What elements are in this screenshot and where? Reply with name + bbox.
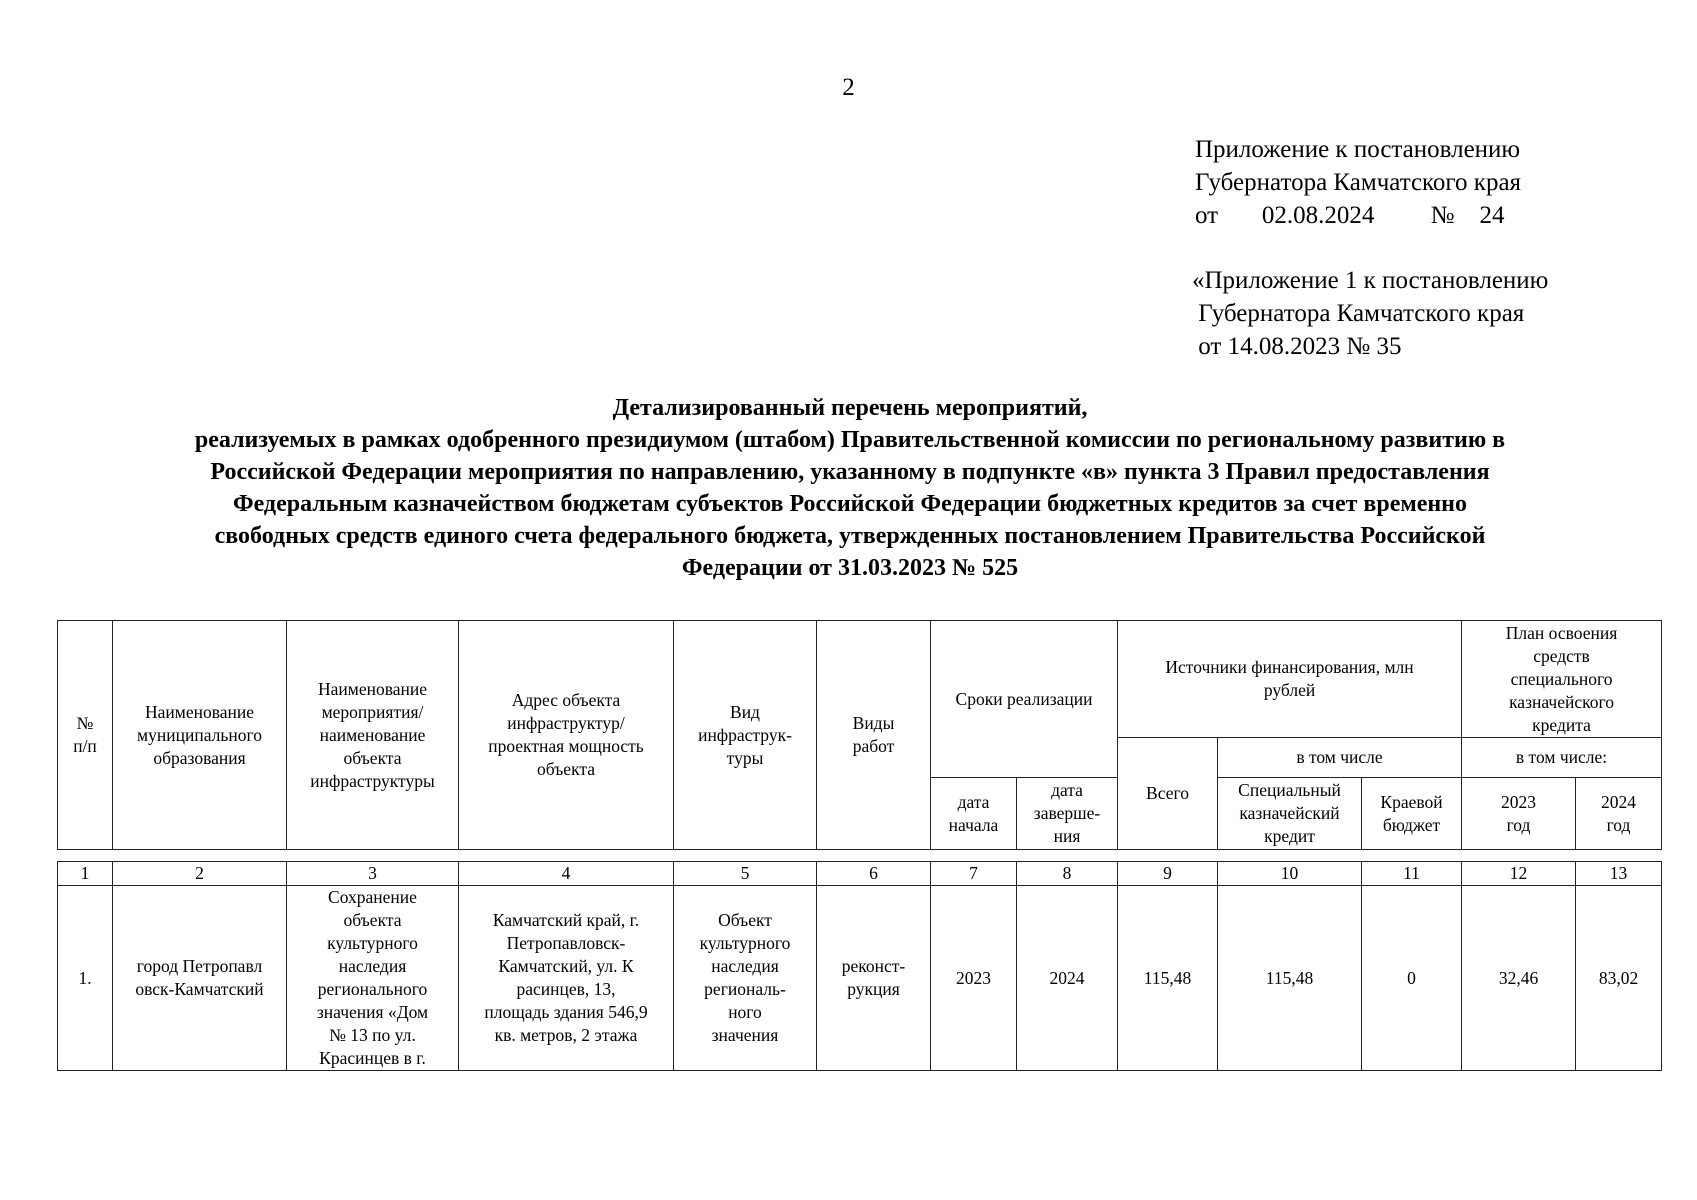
- header-total: Всего: [1118, 738, 1218, 850]
- column-number: 2: [113, 862, 287, 886]
- cell-work-type: реконст- рукция: [817, 886, 931, 1071]
- cell-2024: 83,02: [1576, 886, 1662, 1071]
- appendix-date-line: от 02.08.2024 № 24: [1195, 202, 1505, 229]
- title-line: Детализированный перечень мероприятий,: [612, 395, 1088, 421]
- header-terms: Сроки реализации: [931, 621, 1118, 778]
- appendix-date-line: от 14.08.2023 № 35: [1192, 333, 1402, 360]
- appendix-header: [1195, 133, 1521, 232]
- column-number: 11: [1362, 862, 1462, 886]
- header-funding: Источники финансирования, млн рублей: [1118, 621, 1462, 738]
- cell-special-credit: 115,48: [1218, 886, 1362, 1071]
- title-line: Федеральным казначейством бюджетам субъектов Российской Федерации бюджетных кредитов за счет временно: [232, 491, 1468, 517]
- appendix-line: Губернатора Камчатского края: [1192, 300, 1525, 327]
- header-including: в том числе: [1218, 738, 1462, 778]
- title-line: реализуемых в рамках одобренного президиумом (штабом) Правительственной комиссии по региональному развитию в: [194, 427, 1506, 453]
- cell-regional-budget: 0: [1362, 886, 1462, 1071]
- appendix-line: Губернатора Камчатского края: [1195, 169, 1522, 196]
- title-line: Федерации от 31.03.2023 № 525: [681, 555, 1019, 581]
- header-plan: План освоения средств специального казначейского кредита: [1462, 621, 1662, 738]
- column-number: 8: [1017, 862, 1118, 886]
- header-start-date: дата начала: [931, 778, 1017, 850]
- header-year-2024: 2024 год: [1576, 778, 1662, 850]
- header-year-2023: 2023 год: [1462, 778, 1576, 850]
- cell-start: 2023: [931, 886, 1017, 1071]
- header-infra-type: Вид инфраструк- туры: [674, 621, 817, 850]
- cell-municipality: город Петропавл овск-Камчатский: [113, 886, 287, 1071]
- table-header: [57, 620, 1662, 850]
- cell-event-name: Сохранение объекта культурного наследия регионального значения «Дом № 13 по ул. Красинцев в г.: [316, 887, 429, 1068]
- cell-event-name-wrapper: [287, 886, 459, 1071]
- column-number: 6: [817, 862, 931, 886]
- column-number: 3: [287, 862, 459, 886]
- page-number: 2: [842, 74, 855, 101]
- document-title: [60, 392, 1640, 584]
- header-municipality: Наименование муниципального образования: [113, 621, 287, 850]
- header-address: Адрес объекта инфраструктур/ проектная мощность объекта: [459, 621, 674, 850]
- column-number: 1: [58, 862, 113, 886]
- header-end-date: дата заверше- ния: [1017, 778, 1118, 850]
- header-num: № п/п: [58, 621, 113, 850]
- header-special-credit: Специальный казначейский кредит: [1218, 778, 1362, 850]
- appendix-line: «Приложение 1 к постановлению: [1192, 267, 1549, 294]
- original-appendix-header: [1192, 264, 1548, 363]
- column-number: 10: [1218, 862, 1362, 886]
- column-number: 9: [1118, 862, 1218, 886]
- column-number: 13: [1576, 862, 1662, 886]
- column-number: 7: [931, 862, 1017, 886]
- header-plan-including: в том числе:: [1462, 738, 1662, 778]
- column-number: 4: [459, 862, 674, 886]
- cell-address: Камчатский край, г. Петропавловск- Камчатский, ул. К расинцев, 13, площадь здания 546,9 кв. метров, 2 этажа: [459, 886, 674, 1071]
- cell-total: 115,48: [1118, 886, 1218, 1071]
- header-regional-budget: Краевой бюджет: [1362, 778, 1462, 850]
- title-line: свободных средств единого счета федерального бюджета, утвержденных постановлением Правительства Российской: [214, 523, 1486, 549]
- table-row: [58, 886, 1662, 1071]
- column-number: 12: [1462, 862, 1576, 886]
- column-number: 5: [674, 862, 817, 886]
- appendix-line: Приложение к постановлению: [1195, 136, 1521, 163]
- cell-infra-type: Объект культурного наследия региональ- ного значения: [674, 886, 817, 1071]
- header-event-name: Наименование мероприятия/ наименование объекта инфраструктуры: [287, 621, 459, 850]
- title-line: Российской Федерации мероприятия по направлению, указанному в подпункте «в» пункта 3 Правил предоставления: [210, 459, 1490, 485]
- header-work-type: Виды работ: [817, 621, 931, 850]
- cell-2023: 32,46: [1462, 886, 1576, 1071]
- table-body: [57, 861, 1662, 1071]
- cell-end: 2024: [1017, 886, 1118, 1071]
- column-number-row: [58, 862, 1662, 886]
- cell-num: 1.: [58, 886, 113, 1071]
